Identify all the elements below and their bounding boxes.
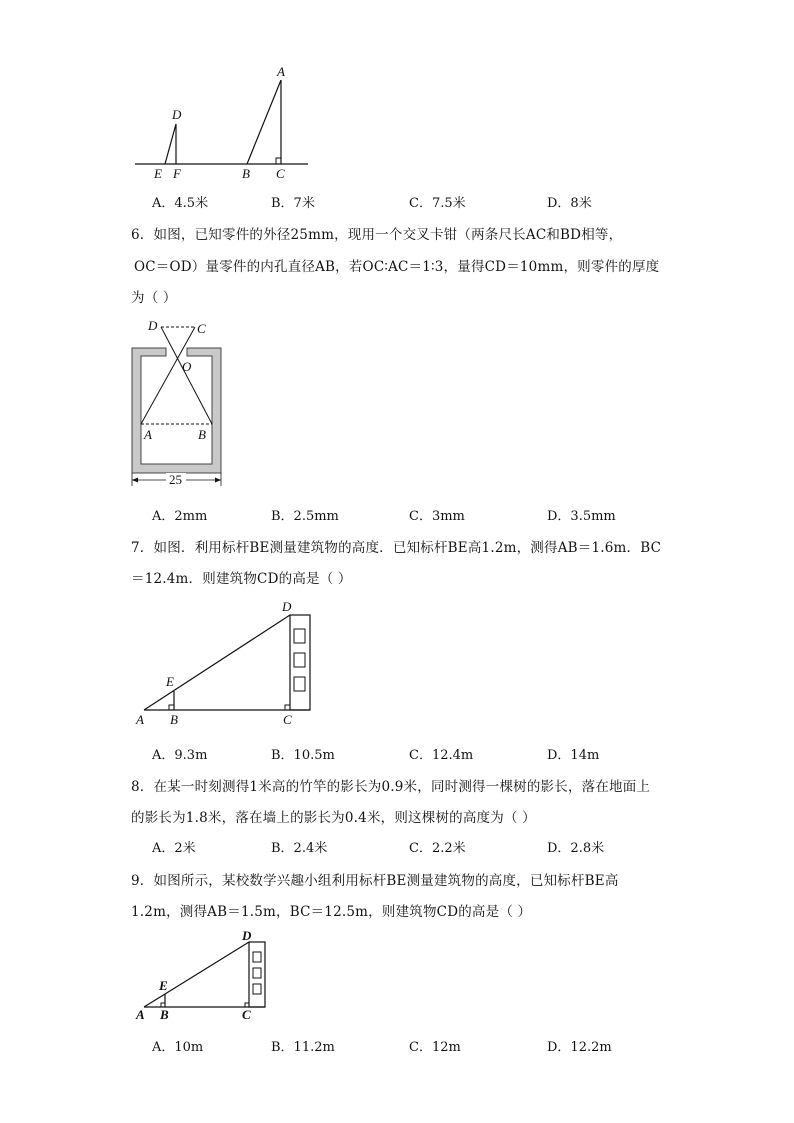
label-C: C bbox=[276, 166, 285, 181]
option-a: A．9.3m bbox=[152, 748, 208, 763]
option-b: B．11.2m bbox=[271, 1040, 335, 1055]
q9-options bbox=[152, 1036, 712, 1054]
label-D: D bbox=[172, 107, 182, 122]
option-d: D．8米 bbox=[547, 196, 592, 211]
option-d: D．14m bbox=[547, 748, 600, 763]
q5-options bbox=[152, 192, 712, 210]
q6-line-1: 6．如图，已知零件的外径25mm，现用一个交叉卡钳（两条尺长AC和BD相等， bbox=[131, 227, 623, 243]
label-B: B bbox=[198, 427, 206, 442]
label-A: A bbox=[277, 64, 285, 79]
label-A: A bbox=[136, 712, 144, 727]
label-F: F bbox=[173, 166, 181, 181]
q9-line-1: 9．如图所示，某校数学兴趣小组利用标杆BE测量建筑物的高度，已知标杆BE高 bbox=[131, 873, 619, 889]
q7-options bbox=[152, 744, 712, 762]
label-O: O bbox=[182, 359, 192, 374]
q6-line-2: OC＝OD）量零件的内孔直径AB，若OC∶AC＝1∶3，量得CD＝10mm，则零件的厚度 bbox=[134, 259, 660, 275]
q7-line-1: 7．如图．利用标杆BE测量建筑物的高度．已知标杆BE高1.2m，测得AB＝1.6m．BC bbox=[131, 540, 662, 556]
option-c: C．3mm bbox=[409, 509, 465, 524]
label-C: C bbox=[283, 712, 292, 727]
option-a: A．2mm bbox=[152, 509, 208, 524]
option-b: B．2.5mm bbox=[271, 509, 339, 524]
label-E: E bbox=[154, 166, 162, 181]
option-c: C．2.2米 bbox=[409, 841, 466, 856]
option-d: D．3.5mm bbox=[547, 509, 616, 524]
option-d: D．2.8米 bbox=[547, 841, 605, 856]
label-A: A bbox=[136, 1007, 145, 1022]
figure-q7 bbox=[130, 597, 320, 729]
option-c: C．12.4m bbox=[409, 748, 474, 763]
label-E: E bbox=[159, 978, 168, 993]
q7-line-2: ＝12.4m．则建筑物CD的高是（ ） bbox=[131, 571, 352, 587]
label-D: D bbox=[242, 928, 252, 943]
dimension-25: 25 bbox=[169, 472, 182, 487]
label-B: B bbox=[160, 1007, 169, 1022]
label-E: E bbox=[166, 674, 174, 689]
q6-line-3: 为（ ） bbox=[131, 290, 177, 306]
q9-line-2: 1.2m，测得AB＝1.5m，BC＝12.5m，则建筑物CD的高是（ ） bbox=[131, 904, 532, 920]
label-A: A bbox=[144, 427, 152, 442]
label-D: D bbox=[282, 599, 292, 614]
option-b: B．2.4米 bbox=[271, 841, 328, 856]
option-b: B．10.5m bbox=[271, 748, 335, 763]
q8-line-2: 的影长为1.8米，落在墙上的影长为0.4米，则这棵树的高度为（ ） bbox=[131, 810, 536, 826]
label-C: C bbox=[197, 321, 206, 336]
label-B: B bbox=[242, 166, 250, 181]
option-a: A．4.5米 bbox=[152, 196, 209, 211]
label-C: C bbox=[242, 1007, 251, 1022]
option-c: C．7.5米 bbox=[409, 196, 466, 211]
figure-q5 bbox=[130, 62, 320, 184]
label-D: D bbox=[148, 318, 158, 333]
option-c: C．12m bbox=[409, 1040, 461, 1055]
option-a: A．2米 bbox=[152, 841, 196, 856]
option-d: D．12.2m bbox=[547, 1040, 612, 1055]
figure-q9 bbox=[132, 928, 282, 1024]
q6-options bbox=[152, 505, 712, 523]
option-b: B．7米 bbox=[271, 196, 315, 211]
figure-q6 bbox=[126, 316, 236, 491]
q8-options bbox=[152, 837, 712, 855]
option-a: A．10m bbox=[152, 1040, 204, 1055]
label-B: B bbox=[170, 712, 178, 727]
q8-line-1: 8．在某一时刻测得1米高的竹竿的影长为0.9米，同时测得一棵树的影长，落在地面上 bbox=[131, 779, 651, 795]
